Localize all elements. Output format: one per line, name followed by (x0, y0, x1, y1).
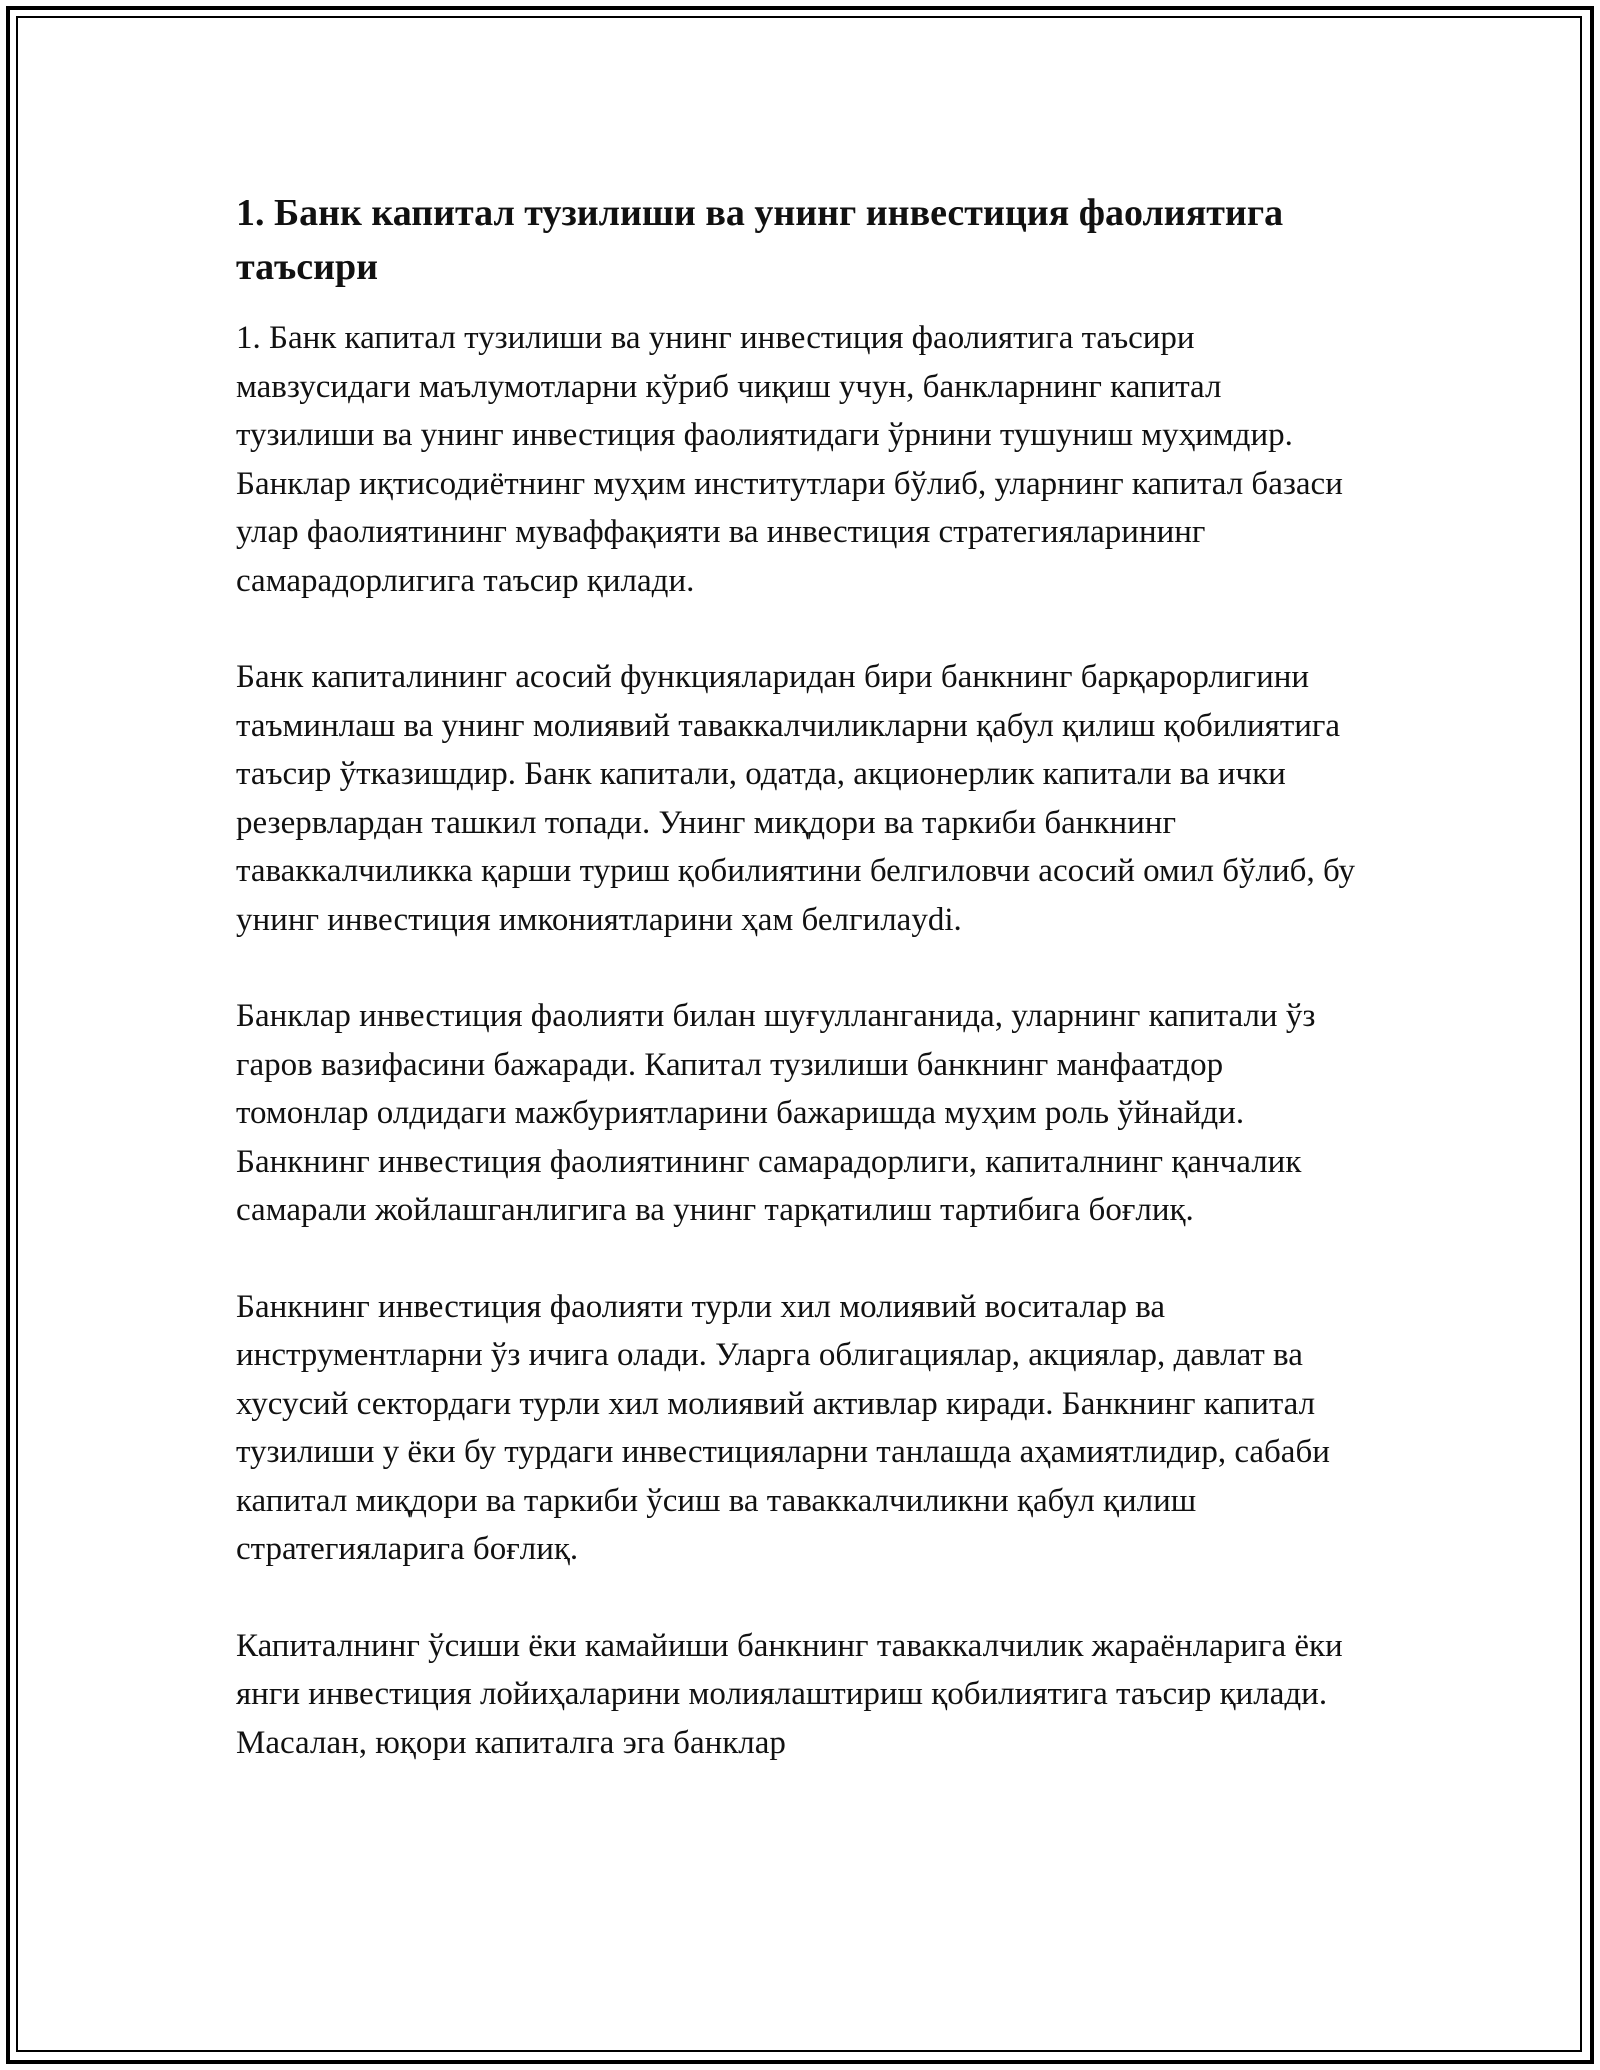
paragraph-4: Банкнинг инвестиция фаолияти турли хил молиявий воситалар ва инструментларни ўз ичига олади. Уларга облигациялар, акциялар, давлат ва хусусий сектордаги турли хил молиявий активлар киради. Банкнинг капитал тузилиши у ёки бу турдаги инвестицияларни танлашда аҳамиятлидир, сабаби капитал миқдори ва таркиби ўсиш ва таваккалчиликни қабул қилиш стратегияларига боғлиқ. (236, 1288, 1330, 1567)
paragraph-5: Капиталнинг ўсиши ёки камайиши банкнинг таваккалчилик жараёнларига ёки янги инвестиция лойиҳаларини молиялаштириш қобилиятига таъсир қилади. Масалан, юқори капиталга эга банклар (236, 1627, 1343, 1761)
paragraph-3: Банклар инвестиция фаолияти билан шуғулланганида, уларнинг капитали ўз гаров вазифасини бажаради. Капитал тузилиши банкнинг манфаатдор томонлар олдидаги мажбуриятларини бажаришда муҳим роль ўйнайди. Банкнинг инвестиция фаолиятининг самарадорлиги, капиталнинг қанчалик самарали жойлашганлигига ва унинг тарқатилиш тартибига боғлиқ. (236, 998, 1316, 1228)
section-heading: 1. Банк капитал тузилиши ва унинг инвестиция фаолиятига таъсири (236, 192, 1284, 288)
paragraph-1: 1. Банк капитал тузилиши ва унинг инвестиция фаолиятига таъсири мавзусидаги маълумотларни кўриб чиқиш учун, банкларнинг капитал тузилиши ва унинг инвестиция фаолиятидаги ўрнини тушуниш муҳимдир. Банклар иқтисодиётнинг муҳим институтлари бўлиб, уларнинг капитал базаси улар фаолиятининг муваффақияти ва инвестиция стратегияларининг самарадорлигига таъсир қилади. (236, 320, 1343, 599)
document-body (236, 186, 1356, 1815)
paragraph-2: Банк капиталининг асосий функцияларидан бири банкнинг барқарорлигини таъминлаш ва унинг молиявий таваккалчиликларни қабул қилиш қобилиятига таъсир ўтказишдир. Банк капитали, одатда, акционерлик капитали ва ички резервлардан ташкил топади. Унинг миқдори ва таркиби банкнинг таваккалчиликка қарши туриш қобилиятини белгиловчи асосий омил бўлиб, бу унинг инвестиция имкониятларини ҳам белгилаydi. (236, 659, 1356, 938)
